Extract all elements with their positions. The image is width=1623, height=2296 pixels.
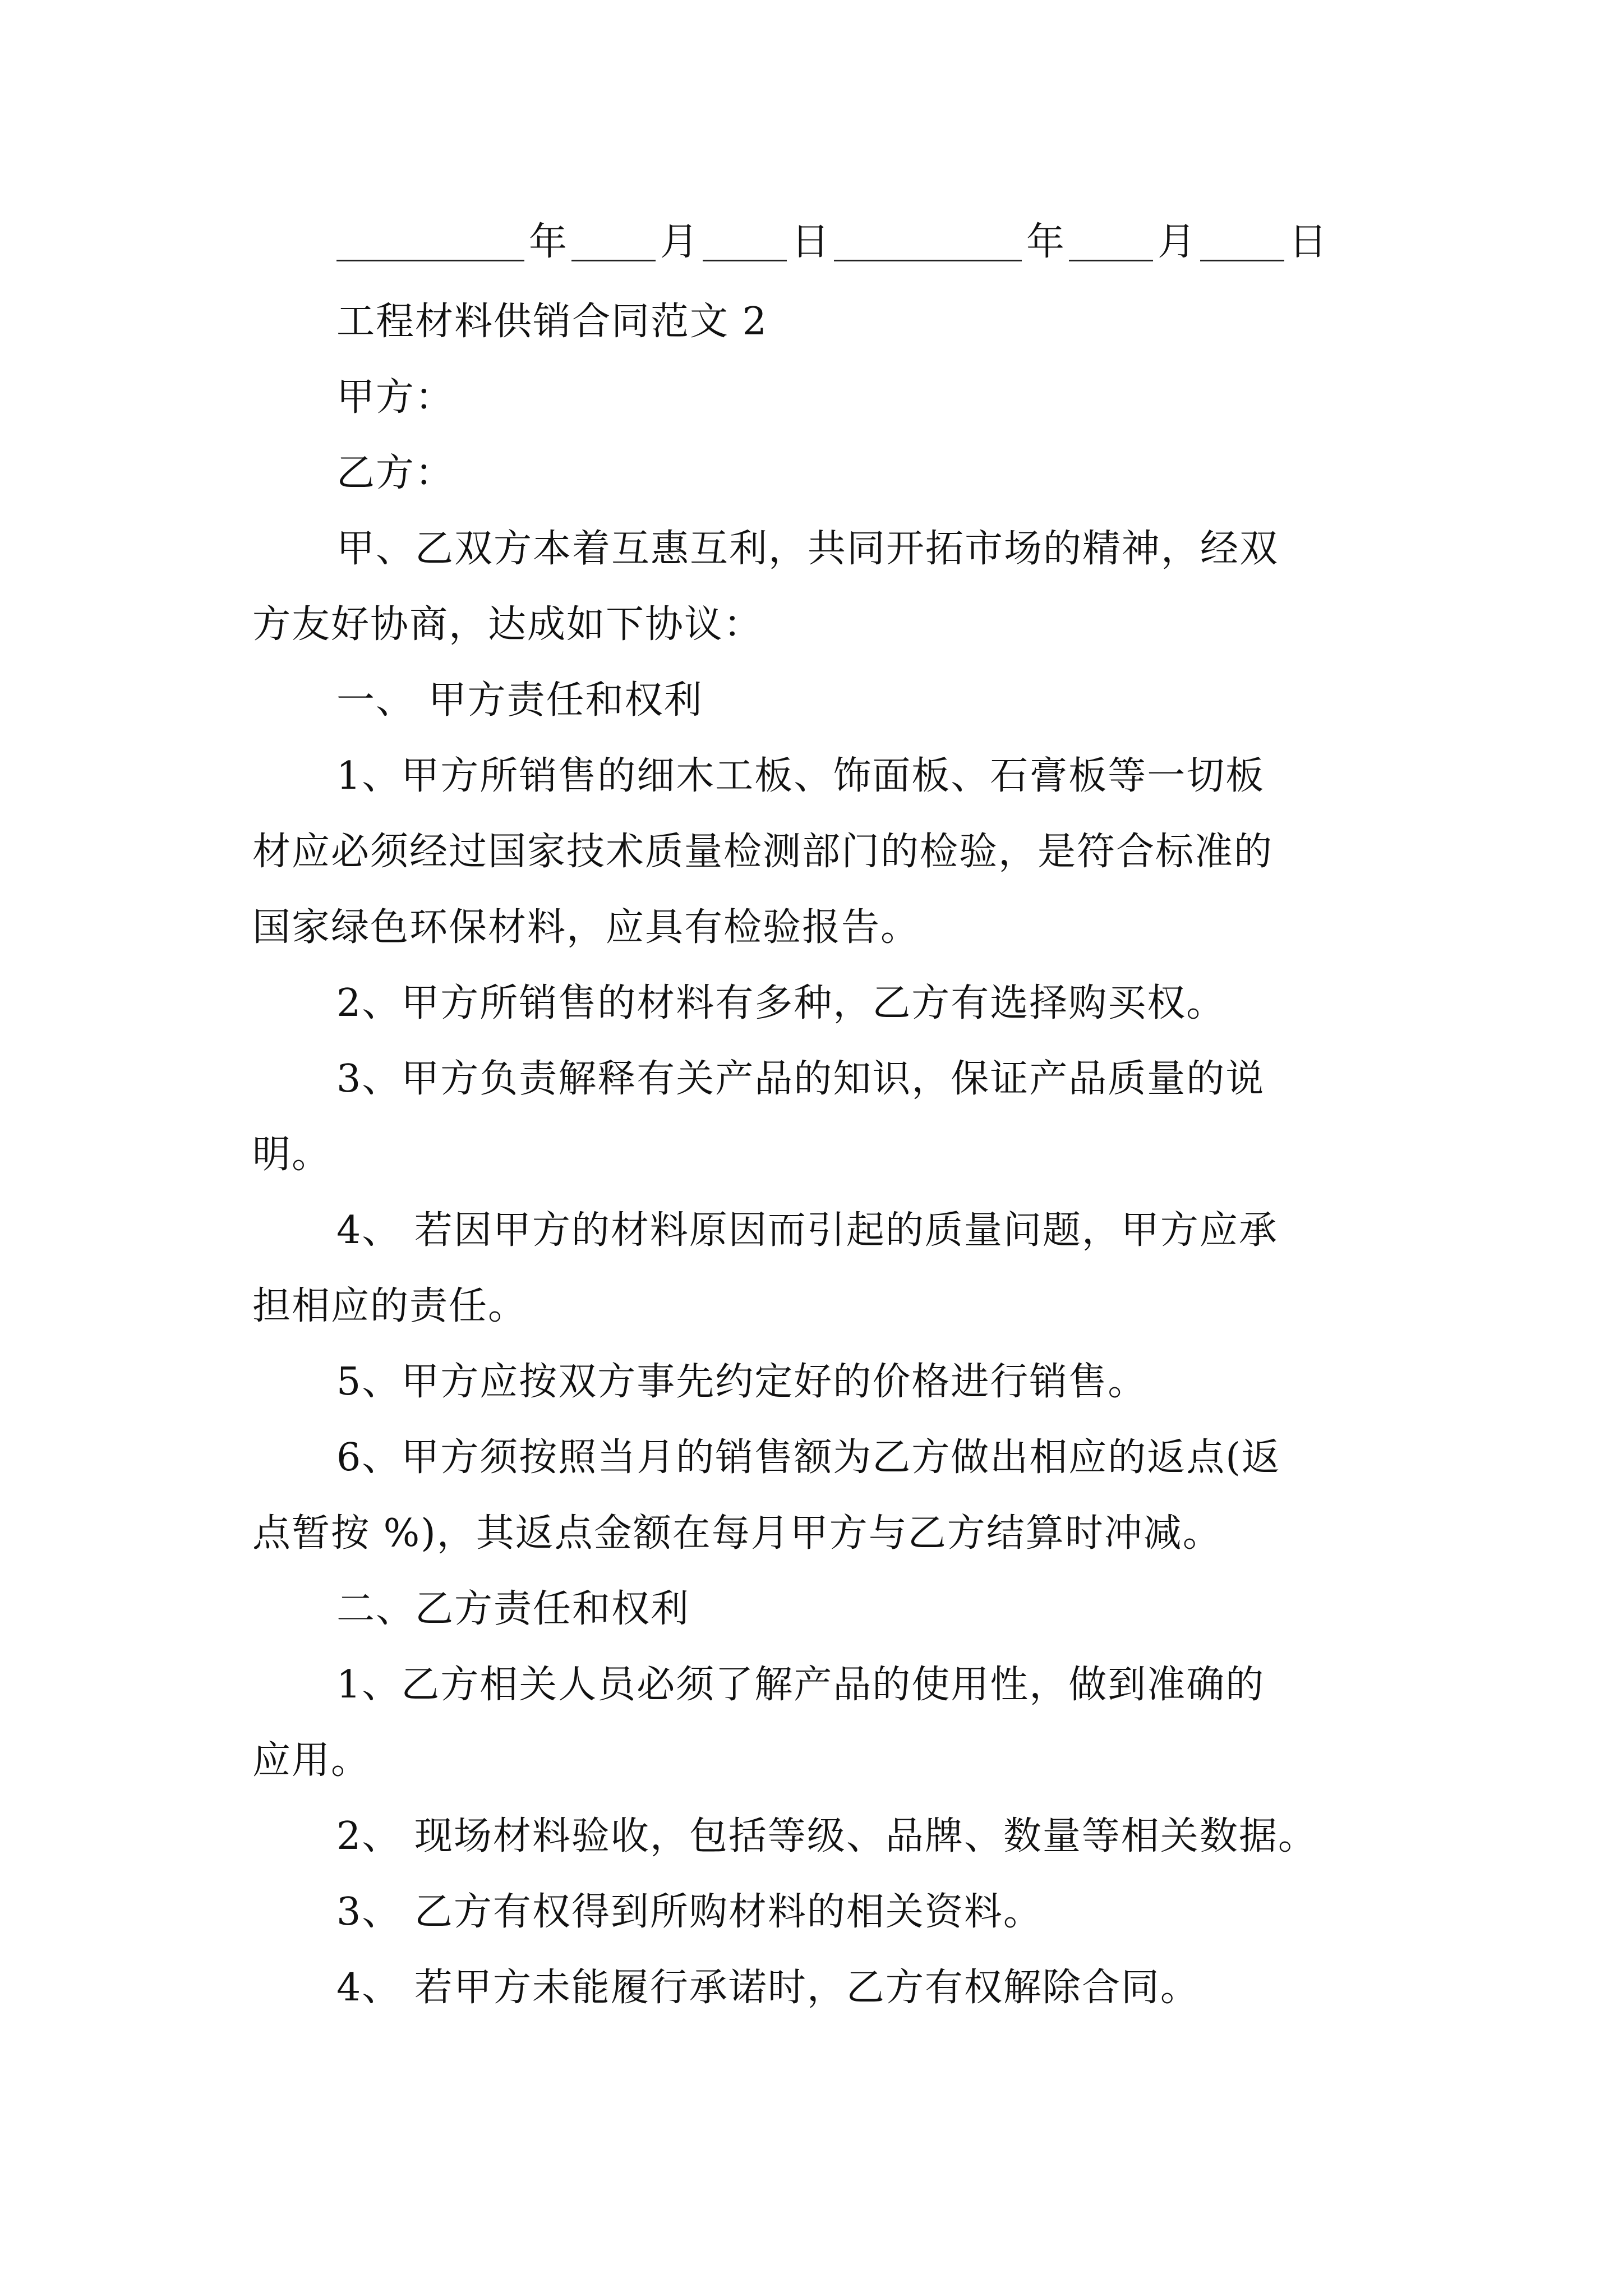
month-label-1: 月 (660, 220, 699, 264)
month-blank-2 (1069, 225, 1153, 261)
s1-item1-line3: 国家绿色环保材料，应具有检验报告。 (252, 905, 920, 950)
s1-item3-line2: 明。 (252, 1133, 331, 1177)
s1-item2-line1: 2、甲方所销售的材料有多种，乙方有选择购买权。 (336, 981, 1226, 1025)
party-b-label: 乙方： (336, 451, 455, 495)
year-label-2: 年 (1026, 220, 1065, 264)
date-blank-row (336, 220, 1331, 264)
s1-item6-line2: 点暂按 %)，其返点金额在每月甲方与乙方结算时冲减。 (252, 1511, 1222, 1556)
intro-line-2: 方友好协商，达成如下协议： (252, 602, 763, 647)
s1-item4-line2: 担相应的责任。 (252, 1284, 528, 1328)
s2-item3-line1: 3、 乙方有权得到所购材料的相关资料。 (336, 1890, 1043, 1934)
day-label-2: 日 (1289, 220, 1327, 264)
s1-item3-line1: 3、甲方负责解释有关产品的知识，保证产品质量的说 (336, 1057, 1265, 1101)
s2-item2-line1: 2、 现场材料验收，包括等级、品牌、数量等相关数据。 (336, 1814, 1317, 1858)
s2-item1-line2: 应用。 (252, 1738, 371, 1783)
s2-item4-line1: 4、 若甲方未能履行承诺时，乙方有权解除合同。 (336, 1966, 1200, 2010)
month-blank-1 (571, 225, 656, 261)
s2-item1-line1: 1、乙方相关人员必须了解产品的使用性，做到准确的 (336, 1663, 1265, 1707)
s1-item1-line1: 1、甲方所销售的细木工板、饰面板、石膏板等一切板 (336, 754, 1265, 798)
s1-item5-line1: 5、甲方应按双方事先约定好的价格进行销售。 (336, 1360, 1147, 1404)
section1-heading: 一、 甲方责任和权利 (336, 678, 703, 723)
s1-item6-line1: 6、甲方须按照当月的销售额为乙方做出相应的返点(返 (336, 1435, 1281, 1480)
day-label-1: 日 (791, 220, 830, 264)
s1-item4-line1: 4、 若因甲方的材料原因而引起的质量问题，甲方应承 (336, 1208, 1278, 1253)
party-a-label: 甲方： (336, 375, 455, 420)
document-title: 工程材料供销合同范文 2 (336, 300, 768, 344)
day-blank-1 (703, 225, 787, 261)
year-blank-1 (336, 225, 524, 261)
year-blank-2 (834, 225, 1022, 261)
year-label-1: 年 (529, 220, 568, 264)
day-blank-2 (1200, 225, 1284, 261)
intro-line-1: 甲、乙双方本着互惠互利，共同开拓市场的精神，经双 (336, 527, 1279, 571)
month-label-2: 月 (1158, 220, 1196, 264)
s1-item1-line2: 材应必须经过国家技术质量检测部门的检验，是符合标准的 (252, 830, 1274, 874)
section2-heading: 二、乙方责任和权利 (336, 1587, 690, 1631)
